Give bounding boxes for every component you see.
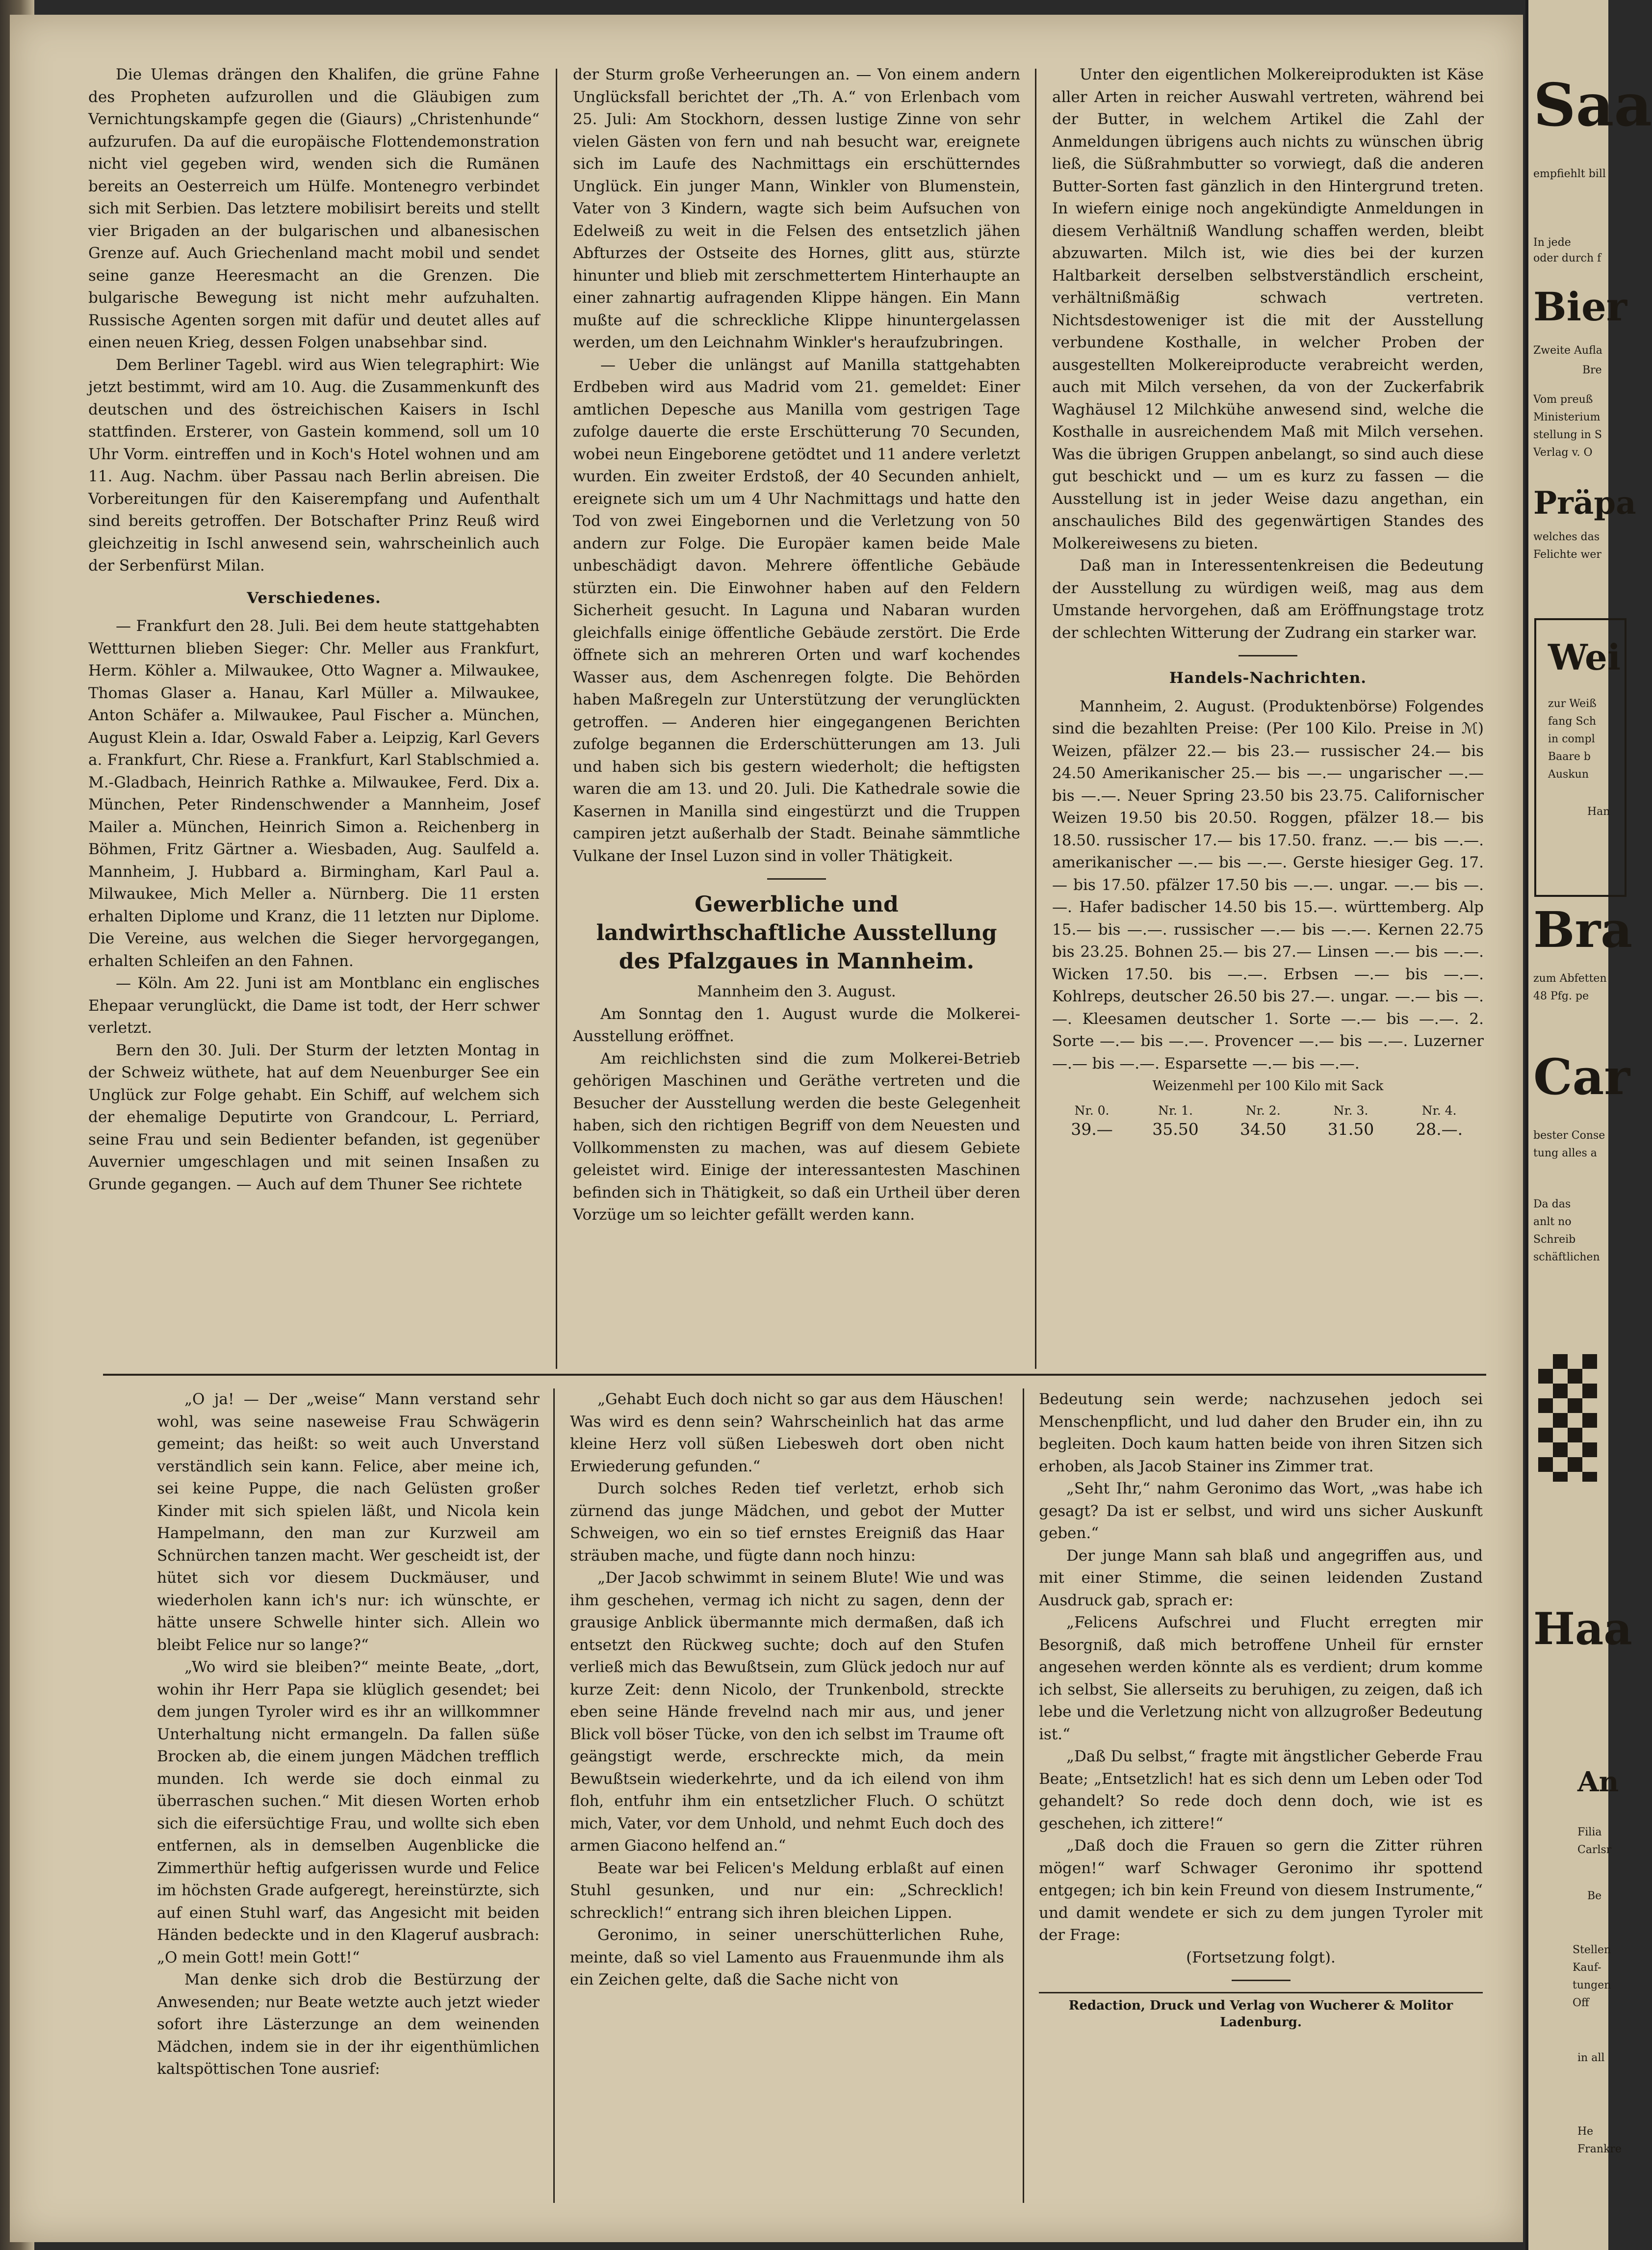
flour-price: 39.— [1071,1119,1113,1139]
ad-fragment: in all [1577,2052,1605,2064]
flour-grade: Nr. 1. [1158,1103,1193,1118]
article-paragraph: Die Ulemas drängen den Khalifen, die grüne Fahne des Propheten aufzurollen und die Gläubigen zum Vernichtungskampfe gegen die (Giaurs) „Christenhunde“ aufzurufen. Da auf die europäische Flottendemonstration nicht viel gegeben wird, wenden sich die Rumänen bereits an Oesterreich um Hülfe. Montenegro verbindet sich mit Serbien. Das letztere mobilisirt bereits und stellt vier Brigaden an der bulgarischen und albanesischen Grenze auf. Auch Griechenland macht mobil und sendet seine ganze Heeresmacht an die Grenzen. Die bulgarische Bewegung ist nicht mehr aufzuhalten. Russische Agenten sorgen mit dafür und deutet alles auf einen neuen Krieg, dessen Folgen unabsehbar sind. [88,66,540,351]
story-paragraph: „Gehabt Euch doch nicht so gar aus dem Häuschen! Was wird es denn sein? Wahrscheinlich hat das arme kleine Herz voll süßen Liebesweh dort oben nicht Erwiederung gefunden.“ [570,1390,1004,1475]
story-paragraph: „O ja! — Der „weise“ Mann verstand sehr wohl, was seine naseweise Frau Schwägerin gemeint; das heißt: so weit auch Unverstand verständlich sein kann. Felice, aber meine ich, sei keine Puppe, die nach Gelüsten großer Kinder mit sich spielen läßt, und Nicola kein Hampelmann, den man zur Kurzweil am Schnürchen tanzen macht. Wer gescheidt ist, der hütet sich vor diesem Duckmäuser, und wiederholen kann ich's nur: ich wünschte, er hätte unsere Schwelle hinter sich. Allein wo bleibt Felice nur so lange?“ [157,1390,540,1654]
article-paragraph: Unter den eigentlichen Molkereiprodukten ist Käse aller Arten in reicher Auswahl vertreten, während bei der Butter, in welchem Artikel die Zahl der Anmeldungen übrigens auch nichts zu wünschen übrig ließ, die Süßrahmbutter so vorwiegt, daß die anderen Butter-Sorten fast gänzlich in den Hintergrund treten. In wiefern einige noch angekündigte Anmeldungen in diesem Verhältniß Wandlung schaffen werden, bleibt abzuwarten. Milch ist, wie dies bei der kurzen Haltbarkeit derselben selbstverständlich erscheint, verhältnißmäßig schwach vertreten. Nichtsdestoweniger ist die mit der Ausstellung verbundene Kosthalle, in welcher Proben der ausgestellten Molkereiproducte verabreicht werden, auch mit Milch versehen, da von der Zuckerfabrik Waghäusel 12 Milchkühe anwesend sind, welche die Kosthalle in ausreichendem Maß mit Milch versehen. Was die übrigen Gruppen anbelangt, so sind auch diese gut beschickt und — um es kurz zu fassen — die Ausstellung ist in jeder Weise dazu angethan, ein anschauliches Bild des gegenwärtigen Standes des Molkereiwesens zu bieten. [1052,66,1484,552]
continued-note: (Fortsetzung folgt). [1186,1948,1336,1966]
flour-price-table [1052,1101,1484,1139]
section-divider [767,878,826,880]
dateline: Mannheim den 3. August. [697,983,896,1000]
flour-grade: Nr. 3. [1333,1103,1368,1118]
ad-fragment: zur Weiß [1548,698,1597,710]
facing-page-fragment [1525,0,1652,2250]
ad-fragment: stellung in S [1533,429,1602,441]
ad-fragment: tungen [1573,1979,1611,1991]
ad-fragment: He [1577,2125,1594,2138]
ad-fragment: fang Sch [1548,715,1597,728]
ad-fragment: Kauf- [1573,1962,1601,1974]
story-paragraph: „Seht Ihr,“ nahm Geronimo das Wort, „was habe ich gesagt? Da ist er selbst, und wird uns sicher Auskunft geben.“ [1039,1480,1483,1542]
section-divider [1232,1980,1291,1981]
ad-fragment: Bre [1582,364,1602,376]
ad-fragment: Wei [1548,636,1621,678]
ad-fragment: tung alles a [1533,1147,1597,1159]
ad-fragment: in compl [1548,733,1595,745]
ad-fragment: Felichte wer [1533,549,1601,561]
story-paragraph: „Daß Du selbst,“ fragte mit ängstlicher Geberde Frau Beate; „Entsetzlich! hat es sich denn um Leben oder Tod gehandelt? So rede doch denn doch, wie ist es geschehen, ich zittere!“ [1039,1748,1483,1832]
flour-price: 31.50 [1327,1119,1374,1139]
story-paragraph: Durch solches Reden tief verletzt, erhob sich zürnend das junge Mädchen, und gebot der Mutter Schweigen, wo ein so tief ernstes Ereigniß das Haar sträuben mache, und fügte dann noch hinzu: [570,1480,1004,1565]
newspaper-page [10,15,1523,2242]
ad-fragment: Saa [1533,71,1652,140]
ad-fragment: Car [1533,1048,1630,1106]
article-paragraph: Daß man in Interessentenkreisen die Bedeutung der Ausstellung zu würdigen weiß, mag aus dem Umstande hervorgehen, daß am Eröffnungstage trotz der schlechten Witterung der Zudrang ein starker war. [1052,557,1484,642]
upper-column-1 [88,64,540,1196]
ad-fragment: bester Conse [1533,1129,1605,1142]
flour-caption: Weizenmehl per 100 Kilo mit Sack [1152,1078,1384,1094]
article-paragraph: Bern den 30. Juli. Der Sturm der letzten Montag in der Schweiz wüthete, hat auf dem Neuenburger See ein Unglück zur Folge gehabt. Ein Schiff, auf welchem sich der ehemalige Deputirte von Grandcour, L. Perriard, seine Frau und sein Bedienter befanden, ist gegenüber Auvernier umgeschlagen und mit seinen Insaßen zu Grunde gegangen. — Auch auf dem Thuner See richtete [88,1041,540,1193]
ad-fragment: Da das [1533,1198,1571,1210]
flour-price: 34.50 [1240,1119,1287,1139]
exhibition-heading: Gewerbliche und landwirthschaftliche Ausstellung des Pfalzgaues in Mannheim. [596,892,997,974]
article-paragraph: — Ueber die unlängst auf Manilla stattgehabten Erdbeben wird aus Madrid vom 21. gemeldet: Einer amtlichen Depesche aus Manilla vom gestrigen Tage zufolge dauerte die erste Erschütterung 70 Secunden, wobei neun Eingeborene getödtet und 11 andere verletzt wurden. Ein zweiter Erdstoß, der 40 Secunden anhielt, ereignete sich um um 4 Uhr Nachmittags und hatte den Tod von zwei Eingebornen und die Verletzung von 50 andern zur Folge. Die Europäer kamen beide Male unbeschädigt davon. Mehrere öffentliche Gebäude stürzten ein. Die Einwohner haben auf den Feldern Sicherheit gesucht. In Laguna und Nabaran wurden gleichfalls einige öffentliche Gebäude zerstört. Die Erde öffnete sich an mehreren Orten und warf kochendes Wasser aus, dem Aschenregen folgte. Die Behörden haben Maßregeln zur Unterstützung der verunglückten getroffen. — Anderen hier eingegangenen Berichten zufolge begannen die Erderschütterungen am 13. Juli und haben sich bis gestern wiederholt; die heftigsten waren die am 13. und 20. Juli. Die Kathedrale sowie die Kasernen in Manilla sind eingestürzt und die Truppen campiren jetzt außerhalb der Stadt. Beinahe sämmtliche Vulkane der Insel Luzon sind in voller Thätigkeit. [573,356,1020,865]
ad-fragment: Carlsr [1577,1844,1612,1856]
ad-fragment: Stellen [1573,1944,1611,1956]
ad-fragment: Auskun [1548,768,1589,781]
market-report: Mannheim, 2. August. (Produktenbörse) Folgendes sind die bezahlten Preise: (Per 100 Kilo. Preise in ℳ) Weizen, pfälzer 22.— bis 23.— russischer 24.— bis 24.50 Amerikanischer 25.— bis —.— ungarischer —.— bis —.—. Neuer Spring 23.50 bis 23.75. Californischer Weizen 19.50 bis 20.50. Roggen, pfälzer 18.— bis 18.50. russischer 17.— bis 17.50. franz. —.— bis —.—. amerikanischer —.— bis —.—. Gerste hiesiger Geg. 17.— bis 17.50. pfälzer 17.50 bis —.—. ungar. —.— bis —.—. Hafer badischer 14.50 bis 15.—. württemberg. Alp 15.— bis —.—. russischer —.— bis —.—. Kernen 22.75 bis 23.25. Bohnen 25.— bis 27.— Linsen —.— bis —.—. Wicken 17.50. bis —.—. Erbsen —.— bis —.—. Kohlreps, deutscher 26.50 bis 27.—. ungar. —.— bis —.—. Kleesamen deutscher 1. Sorte —.— bis —.—. 2. Sorte —.— bis —.—. Provencer —.— bis —.—. Luzerner —.— bis —.—. Esparsette —.— bis —.—. [1052,697,1484,1073]
ad-fragment: Be [1587,1890,1602,1902]
flour-grade: Nr. 2. [1245,1103,1281,1118]
section-heading: Verschiedenes. [247,589,381,607]
ad-fragment: Zweite Aufla [1533,344,1602,357]
article-paragraph: der Sturm große Verheerungen an. — Von einem andern Unglücksfall berichtet der „Th. A.“ von Erlenbach vom 25. Juli: Am Stockhorn, dessen lustige Zinne von sehr vielen Gästen von fern und nah besucht war, ereignete sich im Laufe des Nachmittags ein erschütterndes Unglück. Ein junger Mann, Winkler von Blumenstein, Vater von 3 Kindern, wagte sich beim Aufsuchen von Edelweiß zu weit in die Felsen des entsetzlich jähen Abfturzes der Ostseite des Hornes, glitt aus, stürzte hinunter und blieb mit zerschmettertem Hinterhaupte an einer zahnartig aufragenden Klippe hängen. Ein Mann mußte auf die schreckliche Klippe hinuntergelassen werden, um den Leichnahm Winkler's heraufzubringen. [573,66,1020,351]
ad-fragment: 48 Pfg. pe [1533,990,1589,1002]
story-paragraph: Beate war bei Felicen's Meldung erblaßt auf einen Stuhl gesunken, und nur ein: „Schrecklich! schrecklich!“ entrang sich ihren bleichen Lippen. [570,1859,1004,1922]
ad-fragment: Filia [1577,1826,1602,1838]
ad-fragment: Haa [1533,1603,1632,1655]
section-divider [1239,655,1297,656]
ad-fragment: Schreib [1533,1233,1576,1246]
lower-column-3 [1039,1388,1483,2031]
story-paragraph: „Felicens Aufschrei und Flucht erregten mir Besorgniß, daß mich betroffene Unheil für ernster angesehen werden könnte als es verdient; drum komme ich selbst, Sie allerseits zu beruhigen, zu zeigen, daß ich lebe und die Verletzung nicht von allzugroßer Bedeutung ist.“ [1039,1614,1483,1743]
publisher-imprint: Redaction, Druck und Verlag von Wucherer & Molitor Ladenburg. [1039,1992,1483,2031]
story-paragraph: Bedeutung sein werde; nachzusehen jedoch sei Menschenpflicht, und lud daher den Bruder ein, ihn zu begleiten. Doch kaum hatten beide von ihren Sitzen sich erhoben, als Jacob Stainer ins Zimmer trat. [1039,1390,1483,1475]
ad-fragment: Ministerium [1533,411,1600,423]
ad-fragment: Bier [1533,284,1627,330]
ad-fragment: anlt no [1533,1216,1572,1228]
ad-fragment: Off [1573,1997,1589,2009]
column-divider [556,69,557,1369]
ad-fragment: zum Abfetten [1533,972,1607,985]
column-divider [1035,69,1036,1369]
article-paragraph: — Köln. Am 22. Juni ist am Montblanc ein englisches Ehepaar verunglückt, die Dame ist todt, der Herr schwer verletzt. [88,974,540,1037]
flour-grade: Nr. 4. [1421,1103,1457,1118]
story-paragraph: „Daß doch die Frauen so gern die Zitter rühren mögen!“ warf Schwager Geronimo ihr spottend entgegen; ich bin kein Freund von diesem Instrumente,“ und damit wendete er sich zu dem jungen Tyroler mit der Frage: [1039,1837,1483,1944]
lower-column-1 [157,1388,540,2081]
ad-fragment: An [1577,1766,1619,1798]
checker-ornament [1538,1354,1597,1482]
ad-fragment: oder durch f [1533,252,1601,264]
flour-price: 28.—. [1416,1119,1463,1139]
ad-fragment: Baare b [1548,751,1591,763]
upper-column-3 [1052,64,1484,1139]
article-paragraph: Am Sonntag den 1. August wurde die Molkerei-Ausstellung eröffnet. [573,1005,1020,1045]
story-paragraph: Der junge Mann sah blaß und angegriffen aus, und mit einer Stimme, die seinen leidenden Zustand Ausdruck gab, sprach er: [1039,1546,1483,1609]
column-divider [553,1388,555,2203]
ad-fragment: Vom preuß [1533,393,1593,406]
ad-fragment: schäftlichen [1533,1251,1600,1263]
ad-fragment: Frankre [1577,2143,1622,2155]
story-paragraph: „Wo wird sie bleiben?“ meinte Beate, „dort, wohin ihr Herr Papa sie klüglich gesendet; bei dem jungen Tyroler wird es ihr an willkommner Unterhaltung nicht ermangeln. Da fallen süße Brocken ab, die einem jungen Mädchen trefflich munden. Ich werde sie doch einmal zu überraschen suchen.“ Mit diesen Worten erhob sich die eifersüchtige Frau, und wollte sich eben entfernen, als in demselben Augenblicke die Zimmerthür heftig aufgerissen wurde und Felice im höchsten Grade aufgeregt, hereinstürzte, sich auf einen Stuhl warf, das Angesicht mit beiden Händen bedeckte und in den Klageruf ausbrach: „O mein Gott! mein Gott!“ [157,1658,540,1966]
ad-fragment: Bra [1533,901,1633,959]
lower-column-2 [570,1388,1004,1991]
feuilleton-divider [103,1374,1486,1376]
ad-fragment: empfiehlt bill [1533,168,1606,180]
ad-fragment: In jede [1533,236,1571,249]
article-paragraph: Am reichlichsten sind die zum Molkerei-Betrieb gehörigen Maschinen und Geräthe vertreten und die Besucher der Ausstellung werden die beste Gelegenheit haben, sich den richtigen Begriff von dem Neuesten und Vollkommensten zu machen, was auf diesem Gebiete geleistet wird. Einige der interessantesten Maschinen befinden sich in Thätigkeit, so daß ein Urtheil über deren Vorzüge um so leichter gefällt werden kann. [573,1049,1020,1224]
story-paragraph: „Der Jacob schwimmt in seinem Blute! Wie und was ihm geschehen, vermag ich nicht zu sagen, denn der grausige Anblick übermannte mich dermaßen, daß ich entsetzt den Rückweg suchte; doch auf den Stufen verließ mich das Bewußtsein, zum Glück jedoch nur auf kurze Zeit: denn Nicolo, der Trunkenbold, streckte eben seine Hände frevelnd nach mir aus, und jener Blick voll böser Tücke, von den ich selbst im Traume oft geängstigt werde, erschreckte mich, da mein Bewußtsein wiederkehrte, und da ich eilend von ihm floh, entfuhr ihm ein entsetzlicher Fluch. O schützt mich, Vater, vor dem Unhold, und nehmt Euch doch des armen Giacono helfend an.“ [570,1569,1004,1855]
ad-fragment: Präpa [1533,485,1636,522]
flour-grade: Nr. 0. [1074,1103,1110,1118]
article-paragraph: — Frankfurt den 28. Juli. Bei dem heute stattgehabten Wettturnen blieben Sieger: Chr. Meller aus Frankfurt, Herm. Köhler a. Milwaukee, Otto Wagner a. Milwaukee, Thomas Glaser a. Hanau, Karl Müller a. Milwaukee, Anton Schäfer a. Milwaukee, Paul Fischer a. München, August Klein a. Idar, Oswald Faber a. Leipzig, Karl Gevers a. Frankfurt, Chr. Riese a. Frankfurt, Karl Stablschmied a. M.-Gladbach, Heinrich Rathke a. Milwaukee, Ferd. Dix a. München, Peter Rindenschwender a Mannheim, Josef Mailer a. München, Heinrich Simon a. Reichenberg in Böhmen, Fritz Gärtner a. Wiesbaden, Aug. Saulfeld a. Mannheim, J. Hubbard a. Birmingham, Karl Paul a. Milwaukee, Mich Meller a. Nürnberg. Die 11 ersten erhalten Diplome und Kranz, die 11 letzten nur Diplome. Die Vereine, aus welchen die Sieger hervorgegangen, erhalten Schleifen an den Fahnen. [88,617,540,970]
article-paragraph: Dem Berliner Tagebl. wird aus Wien telegraphirt: Wie jetzt bestimmt, wird am 10. Aug. die Zusammenkunft des deutschen und des östreichischen Kaisers in Ischl stattfinden. Ersterer, von Gastein kommend, soll um 10 Uhr Vorm. eintreffen und in Koch's Hotel wohnen und am 11. Aug. Nachm. über Passau nach Berlin abreisen. Die Vorbereitungen für den Kaiserempfang und Aufenthalt sind bereits getroffen. Der Botschafter Prinz Reuß wird gleichzeitig in Ischl anwesend sein, wahrscheinlich auch der Serbenfürst Milan. [88,356,540,575]
story-paragraph: Man denke sich drob die Bestürzung der Anwesenden; nur Beate wetzte auch jetzt wieder sofort ihre Lästerzunge an dem weinenden Mädchen, indem sie in der ihr eigenthümlichen kaltspöttischen Tone ausrief: [157,1971,540,2078]
ad-fragment: Han [1587,806,1610,818]
ad-fragment: Verlag v. O [1533,446,1593,459]
upper-column-2 [573,64,1020,1227]
flour-price: 35.50 [1152,1119,1199,1139]
column-divider [1023,1388,1024,2203]
ad-fragment: welches das [1533,531,1600,543]
section-heading: Handels-Nachrichten. [1169,669,1367,687]
story-paragraph: Geronimo, in seiner unerschütterlichen Ruhe, meinte, daß so viel Lamento aus Frauenmunde ihm als ein Zeichen gelte, daß die Sache nicht von [570,1926,1004,1988]
